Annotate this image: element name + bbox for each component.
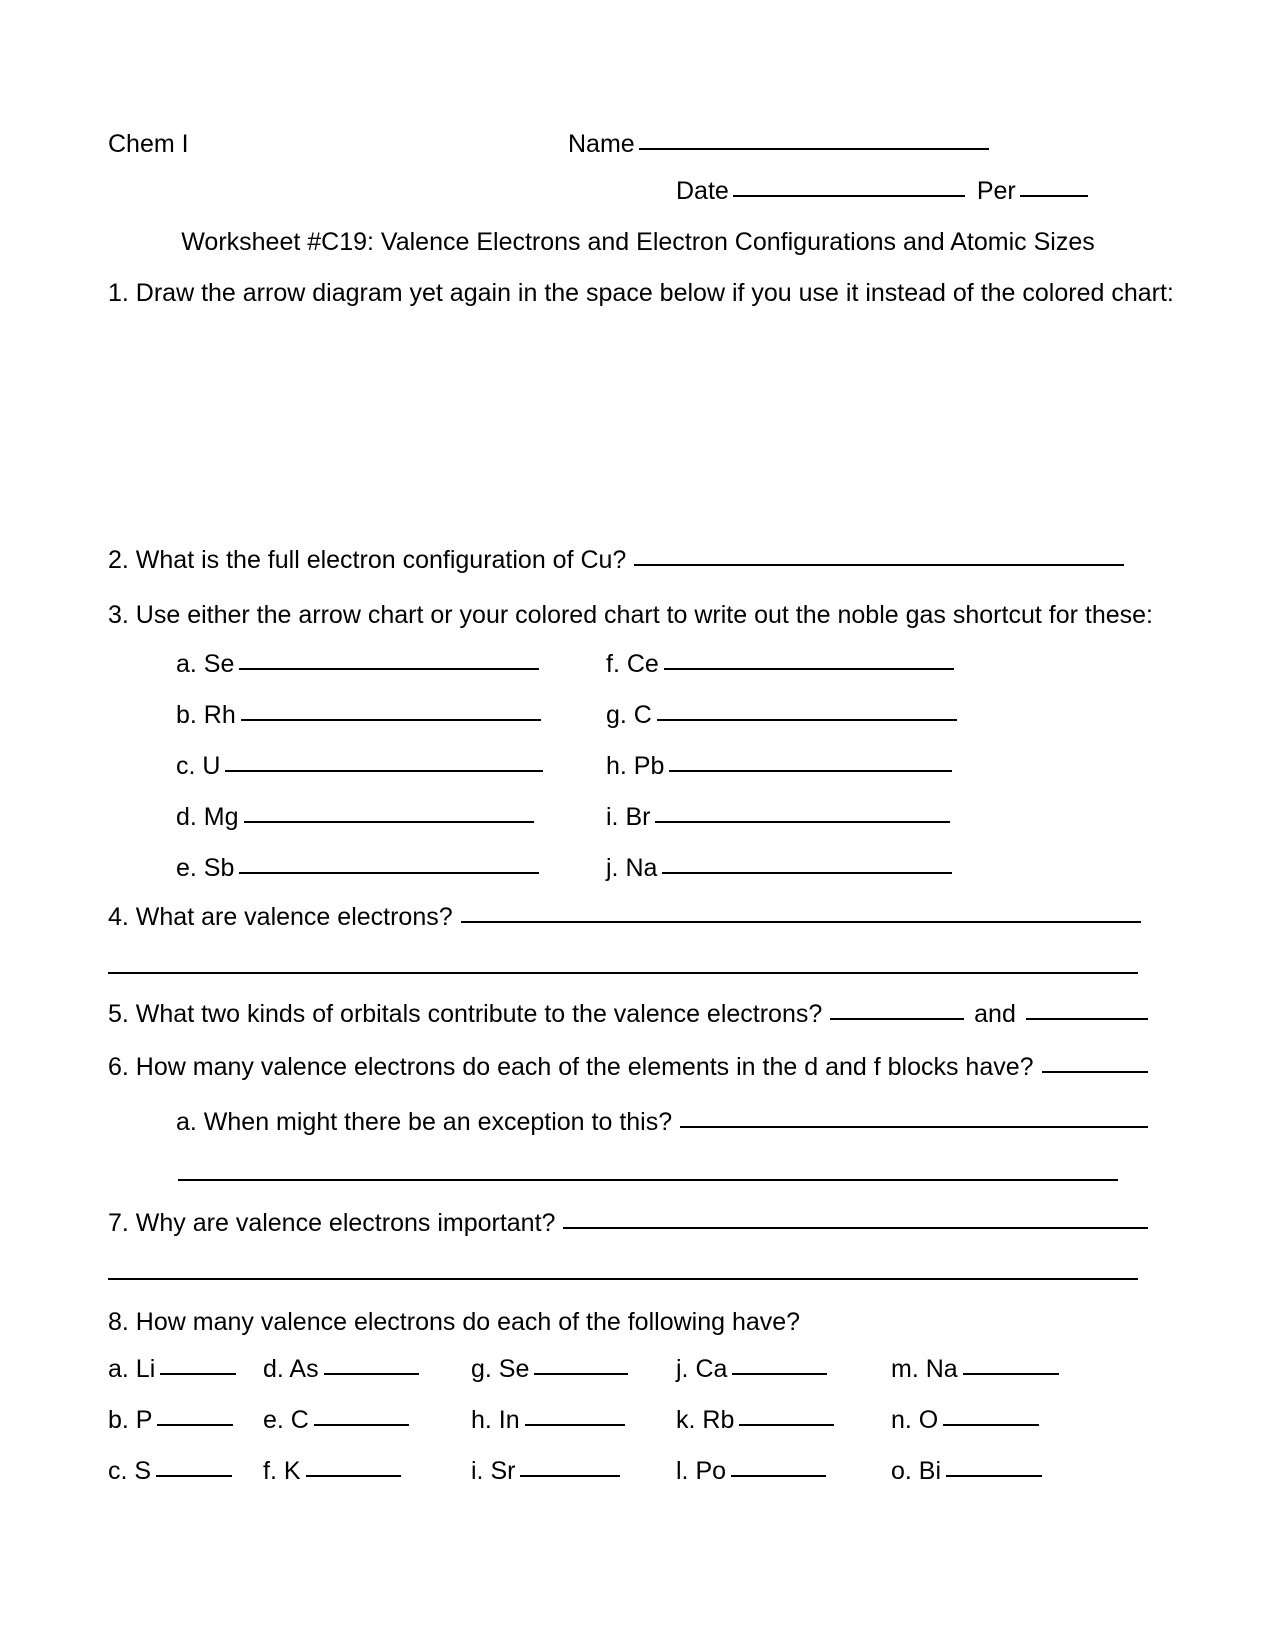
worksheet-title: Worksheet #C19: Valence Electrons and Electron Configurations and Atomic Sizes — [181, 228, 1095, 256]
noble-gas-row — [176, 854, 1148, 883]
header-row-date — [108, 177, 1148, 206]
noble-gas-item-b-blank[interactable] — [241, 719, 541, 721]
worksheet-content — [108, 130, 1174, 1508]
valence-item-j-label: j. Ca — [676, 1355, 728, 1383]
valence-item-b — [108, 1406, 263, 1435]
question-5-blank-1[interactable] — [830, 1018, 964, 1020]
question-5 — [108, 1002, 1148, 1027]
valence-item-h-blank[interactable] — [525, 1424, 625, 1426]
question-3-text: 3. Use either the arrow chart or your colored chart to write out the noble gas shortcut for these: — [108, 601, 1153, 629]
valence-item-i-label: i. Sr — [471, 1457, 516, 1485]
valence-item-k-label: k. Rb — [676, 1406, 735, 1434]
question-7 — [108, 1211, 1148, 1236]
valence-item-h — [471, 1406, 676, 1435]
question-5-blank-2[interactable] — [1026, 1018, 1148, 1020]
valence-grid-row — [108, 1457, 1148, 1486]
noble-gas-item-c — [176, 752, 606, 781]
question-3 — [108, 601, 1153, 629]
noble-gas-item-a-blank[interactable] — [239, 668, 539, 670]
valence-grid-row — [108, 1355, 1148, 1384]
valence-item-l-label: l. Po — [676, 1457, 727, 1485]
valence-item-k — [676, 1406, 891, 1435]
valence-item-o — [891, 1457, 1091, 1486]
question-4-blank[interactable] — [461, 921, 1141, 923]
noble-gas-item-d-blank[interactable] — [244, 821, 534, 823]
question-2-blank[interactable] — [634, 564, 1124, 566]
valence-item-d-label: d. As — [263, 1355, 319, 1383]
date-blank[interactable] — [733, 195, 965, 197]
valence-item-n-blank[interactable] — [943, 1424, 1039, 1426]
question-4-text: 4. What are valence electrons? — [108, 903, 453, 931]
question-2-text: 2. What is the full electron configuration of Cu? — [108, 546, 627, 574]
name-label: Name — [568, 130, 635, 158]
question-1 — [108, 279, 1174, 307]
question-1-text: 1. Draw the arrow diagram yet again in the space below if you use it instead of the colored chart: — [108, 279, 1174, 307]
noble-gas-row — [176, 650, 1148, 679]
question-7-blank-line-2[interactable] — [108, 1278, 1138, 1280]
question-5-text: 5. What two kinds of orbitals contribute to the valence electrons? — [108, 1000, 823, 1028]
valence-item-o-label: o. Bi — [891, 1457, 942, 1485]
noble-gas-item-e-blank[interactable] — [239, 872, 539, 874]
noble-gas-item-a — [176, 650, 606, 679]
noble-gas-row — [176, 752, 1148, 781]
noble-gas-item-h-blank[interactable] — [669, 770, 952, 772]
header-row-name — [108, 132, 1148, 157]
noble-gas-item-f-label: f. Ce — [606, 650, 659, 678]
per-field — [977, 177, 1088, 206]
question-6a — [176, 1108, 1148, 1137]
noble-gas-list — [176, 650, 1148, 883]
valence-item-c-label: c. S — [108, 1457, 152, 1485]
valence-item-c-blank[interactable] — [156, 1475, 232, 1477]
course-label: Chem I — [108, 130, 189, 158]
noble-gas-item-i-blank[interactable] — [655, 821, 950, 823]
question-6a-blank-line-2[interactable] — [178, 1179, 1118, 1181]
question-4 — [108, 905, 1148, 930]
noble-gas-item-d — [176, 803, 606, 832]
noble-gas-item-f-blank[interactable] — [664, 668, 954, 670]
valence-item-b-label: b. P — [108, 1406, 153, 1434]
noble-gas-item-d-label: d. Mg — [176, 803, 239, 831]
valence-grid — [108, 1355, 1148, 1486]
valence-item-m-blank[interactable] — [963, 1373, 1059, 1375]
valence-item-m — [891, 1355, 1091, 1384]
noble-gas-item-i-label: i. Br — [606, 803, 651, 831]
noble-gas-item-c-blank[interactable] — [225, 770, 543, 772]
valence-item-e-label: e. C — [263, 1406, 309, 1434]
noble-gas-item-a-label: a. Se — [176, 650, 235, 678]
question-7-blank[interactable] — [563, 1227, 1148, 1229]
question-7-text: 7. Why are valence electrons important? — [108, 1209, 556, 1237]
valence-item-f-blank[interactable] — [306, 1475, 401, 1477]
question-8 — [108, 1310, 1148, 1335]
valence-grid-row — [108, 1406, 1148, 1435]
question-6a-blank[interactable] — [680, 1126, 1148, 1128]
valence-item-g-blank[interactable] — [534, 1373, 628, 1375]
per-label: Per — [976, 177, 1016, 205]
noble-gas-item-g — [606, 701, 957, 730]
valence-item-j — [676, 1355, 891, 1384]
valence-item-d — [263, 1355, 471, 1384]
valence-item-i — [471, 1457, 676, 1486]
noble-gas-item-g-blank[interactable] — [657, 719, 957, 721]
valence-item-c — [108, 1457, 263, 1486]
valence-item-g — [471, 1355, 676, 1384]
valence-item-f-label: f. K — [263, 1457, 301, 1485]
valence-item-g-label: g. Se — [471, 1355, 530, 1383]
noble-gas-item-j-label: j. Na — [606, 854, 658, 882]
question-6-blank[interactable] — [1042, 1071, 1148, 1073]
noble-gas-row — [176, 701, 1148, 730]
valence-item-n-label: n. O — [891, 1406, 939, 1434]
valence-item-b-blank[interactable] — [157, 1424, 233, 1426]
question-2 — [108, 548, 1148, 573]
noble-gas-item-b — [176, 701, 606, 730]
noble-gas-item-b-label: b. Rh — [176, 701, 236, 729]
valence-item-n — [891, 1406, 1091, 1435]
valence-item-e-blank[interactable] — [314, 1424, 409, 1426]
valence-item-h-label: h. In — [471, 1406, 520, 1434]
valence-item-o-blank[interactable] — [946, 1475, 1042, 1477]
noble-gas-item-e-label: e. Sb — [176, 854, 235, 882]
date-field — [676, 177, 965, 206]
noble-gas-item-f — [606, 650, 954, 679]
question-8-text: 8. How many valence electrons do each of the following have? — [108, 1308, 801, 1336]
per-blank[interactable] — [1020, 195, 1088, 197]
valence-item-i-blank[interactable] — [520, 1475, 620, 1477]
valence-item-f — [263, 1457, 471, 1486]
date-label: Date — [676, 177, 729, 205]
noble-gas-item-h-label: h. Pb — [606, 752, 665, 780]
valence-item-a-label: a. Li — [108, 1355, 156, 1383]
noble-gas-item-j-blank[interactable] — [662, 872, 952, 874]
question-6 — [108, 1055, 1148, 1080]
valence-item-k-blank[interactable] — [739, 1424, 834, 1426]
noble-gas-item-h — [606, 752, 952, 781]
name-field — [568, 132, 989, 157]
valence-item-e — [263, 1406, 471, 1435]
noble-gas-item-c-label: c. U — [176, 752, 221, 780]
valence-item-j-blank[interactable] — [732, 1373, 827, 1375]
question-6a-text: a. When might there be an exception to this? — [176, 1108, 673, 1136]
valence-item-l-blank[interactable] — [731, 1475, 826, 1477]
noble-gas-item-j — [606, 854, 952, 883]
noble-gas-item-e — [176, 854, 606, 883]
question-6-text: 6. How many valence electrons do each of the elements in the d and f blocks have? — [108, 1053, 1034, 1081]
arrow-diagram-workspace[interactable] — [108, 306, 1148, 548]
noble-gas-item-i — [606, 803, 950, 832]
valence-item-a-blank[interactable] — [160, 1373, 236, 1375]
valence-item-l — [676, 1457, 891, 1486]
question-5-conjunction: and — [974, 1000, 1016, 1028]
question-4-blank-line-2[interactable] — [108, 972, 1138, 974]
noble-gas-item-g-label: g. C — [606, 701, 652, 729]
name-blank[interactable] — [639, 148, 989, 150]
valence-item-a — [108, 1355, 263, 1384]
valence-item-m-label: m. Na — [891, 1355, 958, 1383]
valence-item-d-blank[interactable] — [324, 1373, 419, 1375]
noble-gas-row — [176, 803, 1148, 832]
